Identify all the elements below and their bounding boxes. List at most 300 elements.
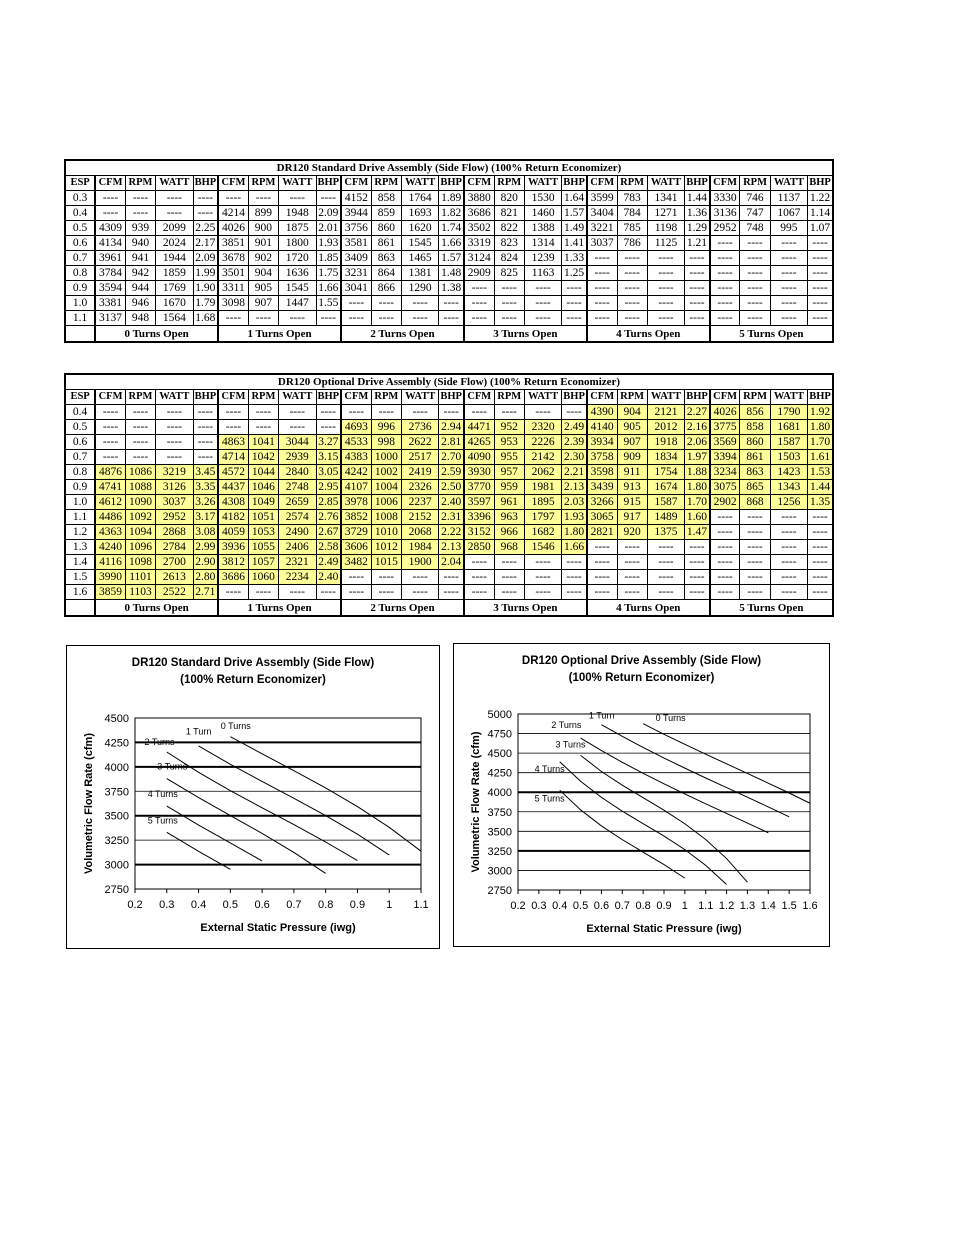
series-line [581,755,748,882]
value-cell: 1797 [524,510,562,525]
column-header-bhp: BHP [685,176,710,191]
value-cell: 1006 [371,495,401,510]
column-header-cfm: CFM [95,390,125,405]
value-cell: 868 [740,495,770,510]
value-cell: ---- [770,525,808,540]
y-tick-label: 4000 [104,761,129,774]
value-cell: 1103 [125,585,155,600]
value-cell: 1137 [770,191,808,206]
value-cell: ---- [341,296,371,311]
value-cell: 1.93 [562,510,587,525]
value-cell: ---- [647,251,685,266]
value-cell: 1098 [125,555,155,570]
value-cell: ---- [740,236,770,251]
value-cell: 3439 [587,480,617,495]
value-cell: ---- [617,311,647,326]
value-cell: ---- [524,405,562,420]
table-row [65,555,833,570]
value-cell: 2736 [401,420,439,435]
value-cell: 2321 [279,555,317,570]
value-cell: 4486 [95,510,125,525]
value-cell: 968 [494,540,524,555]
table-row [65,191,833,206]
value-cell: 1.70 [808,435,833,450]
value-cell: ---- [710,281,740,296]
value-cell: 1.57 [439,251,464,266]
value-cell: 3812 [218,555,248,570]
column-header-bhp: BHP [439,390,464,405]
column-header-bhp: BHP [808,176,833,191]
value-cell: 917 [617,510,647,525]
value-cell: ---- [617,540,647,555]
value-cell: 4471 [464,420,494,435]
value-cell: ---- [193,206,218,221]
value-cell: ---- [562,570,587,585]
value-cell: 4116 [95,555,125,570]
esp-cell: 0.5 [65,221,95,236]
value-cell: 3930 [464,465,494,480]
value-cell: ---- [617,570,647,585]
value-cell: 860 [371,221,401,236]
series-label: 5 Turns [534,793,565,804]
value-cell: 907 [617,435,647,450]
x-tick-label: 1.2 [718,900,735,912]
value-cell: ---- [770,311,808,326]
value-cell: 1067 [770,206,808,221]
value-cell: ---- [562,585,587,600]
value-cell: 747 [740,206,770,221]
esp-cell: 0.6 [65,236,95,251]
value-cell: ---- [710,525,740,540]
value-cell: 2.50 [439,480,464,495]
value-cell: 3961 [95,251,125,266]
value-cell: 1769 [156,281,194,296]
column-header-rpm: RPM [125,390,155,405]
value-cell: 1800 [279,236,317,251]
value-cell: 955 [494,450,524,465]
value-cell: 1044 [248,465,278,480]
value-cell: ---- [279,191,317,206]
value-cell: 2.81 [439,435,464,450]
value-cell: ---- [218,585,248,600]
value-cell: 2142 [524,450,562,465]
value-cell: 1.89 [439,191,464,206]
value-cell: 2952 [710,221,740,236]
value-cell: ---- [371,405,401,420]
column-header-cfm: CFM [464,176,494,191]
value-cell: 3775 [710,420,740,435]
value-cell: 2.30 [562,450,587,465]
value-cell: 959 [494,480,524,495]
table-row [65,570,833,585]
value-cell: 4140 [587,420,617,435]
y-tick-label: 4500 [487,748,512,761]
value-cell: ---- [808,281,833,296]
value-cell: 2939 [279,450,317,465]
esp-cell: 1.1 [65,311,95,326]
series-line [167,752,358,861]
x-tick-label: 1.4 [760,900,776,912]
value-cell: ---- [685,311,710,326]
value-cell: 2.01 [316,221,341,236]
value-cell: ---- [587,281,617,296]
value-cell: 856 [740,405,770,420]
value-cell: 2320 [524,420,562,435]
value-cell: 1.21 [685,236,710,251]
value-cell: 1008 [371,510,401,525]
value-cell: 995 [770,221,808,236]
table-row [65,281,833,296]
value-cell: 786 [617,236,647,251]
value-cell: ---- [770,266,808,281]
table-row [65,251,833,266]
chart-subtitle: (100% Return Economizer) [180,674,326,686]
turns-open-label: 3 Turns Open [464,326,587,343]
value-cell: ---- [587,266,617,281]
value-cell: 2062 [524,465,562,480]
value-cell: ---- [587,311,617,326]
value-cell: ---- [193,405,218,420]
column-header-watt: WATT [156,390,194,405]
value-cell: 907 [248,296,278,311]
x-tick-label: 0.7 [614,900,630,912]
value-cell: 1.53 [808,465,833,480]
x-tick-label: 0.3 [159,899,175,911]
value-cell: 3599 [587,191,617,206]
y-tick-label: 4000 [487,787,512,800]
value-cell: ---- [685,266,710,281]
value-cell: 900 [248,221,278,236]
value-cell: 2490 [279,525,317,540]
value-cell: 3581 [341,236,371,251]
column-header-row [65,176,833,191]
value-cell: 3231 [341,266,371,281]
value-cell: ---- [279,585,317,600]
value-cell: ---- [770,281,808,296]
value-cell: 1.22 [808,191,833,206]
value-cell: 4107 [341,480,371,495]
value-cell: 4876 [95,465,125,480]
value-cell: 3598 [587,465,617,480]
value-cell: 2821 [587,525,617,540]
table-row [65,236,833,251]
value-cell: 1.97 [685,450,710,465]
value-cell: 1.90 [193,281,218,296]
series-line [581,738,769,833]
value-cell: ---- [464,555,494,570]
value-cell: 3594 [95,281,125,296]
value-cell: 2.67 [316,525,341,540]
value-cell: ---- [371,296,401,311]
plot-area [135,718,421,889]
value-cell: ---- [371,311,401,326]
value-cell: 1057 [248,555,278,570]
value-cell: 2748 [279,480,317,495]
value-cell: ---- [218,420,248,435]
x-tick-label: 0.2 [127,899,143,911]
value-cell: 3482 [341,555,371,570]
value-cell: ---- [562,281,587,296]
value-cell: 3606 [341,540,371,555]
value-cell: 1.49 [562,221,587,236]
series-line [199,746,390,855]
y-tick-label: 3250 [487,845,512,858]
value-cell: ---- [494,311,524,326]
value-cell: 3936 [218,540,248,555]
value-cell: 1088 [125,480,155,495]
value-cell: ---- [562,555,587,570]
value-cell: ---- [710,236,740,251]
value-cell: 1.33 [562,251,587,266]
value-cell: 784 [617,206,647,221]
column-header-bhp: BHP [685,390,710,405]
value-cell: ---- [193,435,218,450]
value-cell: ---- [740,570,770,585]
value-cell: ---- [193,450,218,465]
x-tick-label: 1 [386,899,393,911]
value-cell: ---- [617,266,647,281]
value-cell: 2.94 [439,420,464,435]
series-label: 3 Turns [157,761,188,772]
value-cell: 3404 [587,206,617,221]
value-cell: 3.45 [193,465,218,480]
value-cell: ---- [248,405,278,420]
value-cell: 2.58 [316,540,341,555]
value-cell: ---- [808,555,833,570]
value-cell: 2.49 [316,555,341,570]
x-axis-label: External Static Pressure (iwg) [586,923,742,935]
x-tick-label: 1.3 [739,900,756,912]
series-label: 4 Turns [534,763,565,774]
value-cell: ---- [341,585,371,600]
column-header-rpm: RPM [740,390,770,405]
value-cell: 860 [740,435,770,450]
value-cell: ---- [587,540,617,555]
value-cell: ---- [587,585,617,600]
value-cell: 1163 [524,266,562,281]
value-cell: 1375 [647,525,685,540]
series-line [230,737,421,852]
value-cell: ---- [617,555,647,570]
value-cell: 1049 [248,495,278,510]
value-cell: 1010 [371,525,401,540]
value-cell: 2.95 [316,480,341,495]
value-cell: 1.38 [439,281,464,296]
value-cell: ---- [95,435,125,450]
esp-cell: 0.6 [65,435,95,450]
column-header-cfm: CFM [587,390,617,405]
value-cell: 2.76 [316,510,341,525]
value-cell: 1.14 [808,206,833,221]
value-cell: 2.09 [193,251,218,266]
x-tick-label: 0.7 [286,899,302,911]
value-cell: ---- [710,266,740,281]
esp-cell: 1.6 [65,585,95,600]
value-cell: 1674 [647,480,685,495]
value-cell: 864 [371,266,401,281]
value-cell: ---- [647,555,685,570]
value-cell: 783 [617,191,647,206]
column-header-cfm: CFM [218,176,248,191]
value-cell: 1055 [248,540,278,555]
value-cell: ---- [562,405,587,420]
chart-title: DR120 Optional Drive Assembly (Side Flow) [521,655,762,667]
value-cell: 1460 [524,206,562,221]
x-tick-label: 0.4 [552,900,568,912]
series-line [601,725,789,817]
value-cell: 1948 [279,206,317,221]
value-cell: 1900 [401,555,439,570]
value-cell: ---- [401,405,439,420]
column-header-cfm: CFM [710,176,740,191]
value-cell: 1944 [156,251,194,266]
column-header-watt: WATT [770,390,808,405]
value-cell: ---- [647,266,685,281]
value-cell: ---- [740,251,770,266]
value-cell: ---- [193,191,218,206]
column-header-cfm: CFM [464,390,494,405]
value-cell: 2902 [710,495,740,510]
value-cell: ---- [770,585,808,600]
value-cell: 1503 [770,450,808,465]
series-label: 0 Turns [220,721,251,732]
value-cell: ---- [341,311,371,326]
value-cell: 998 [371,435,401,450]
y-tick-label: 3500 [487,826,512,839]
value-cell: ---- [740,296,770,311]
value-cell: 1720 [279,251,317,266]
value-cell: 2.22 [439,525,464,540]
column-header-rpm: RPM [494,390,524,405]
value-cell: ---- [464,311,494,326]
value-cell: ---- [685,296,710,311]
table-title: DR120 Optional Drive Assembly (Side Flow) (100% Return Economizer) [65,374,833,390]
column-header-watt: WATT [156,176,194,191]
value-cell: 953 [494,435,524,450]
value-cell: ---- [562,311,587,326]
value-cell: 1000 [371,450,401,465]
table-row [65,585,833,600]
column-header-bhp: BHP [316,390,341,405]
value-cell: 4572 [218,465,248,480]
turns-open-label: 3 Turns Open [464,600,587,617]
value-cell: 2840 [279,465,317,480]
value-cell: 4741 [95,480,125,495]
value-cell: 4090 [464,450,494,465]
value-cell: 2099 [156,221,194,236]
value-cell: 1290 [401,281,439,296]
value-cell: 3569 [710,435,740,450]
value-cell: 1636 [279,266,317,281]
value-cell: 1790 [770,405,808,420]
value-cell: 1090 [125,495,155,510]
x-tick-label: 0.2 [510,900,526,912]
standard-drive-chart [66,645,440,949]
x-tick-label: 0.5 [222,899,238,911]
value-cell: 1587 [647,495,685,510]
value-cell: ---- [401,311,439,326]
value-cell: 858 [371,191,401,206]
value-cell: ---- [685,540,710,555]
table-row [65,465,833,480]
esp-cell: 1.4 [65,555,95,570]
value-cell: 1.68 [193,311,218,326]
esp-cell: 0.5 [65,420,95,435]
value-cell: 957 [494,465,524,480]
value-cell: 2909 [464,266,494,281]
value-cell: 1060 [248,570,278,585]
value-cell: 3409 [341,251,371,266]
value-cell: ---- [494,585,524,600]
column-header-bhp: BHP [316,176,341,191]
value-cell: 3037 [587,236,617,251]
value-cell: ---- [156,435,194,450]
value-cell: ---- [685,555,710,570]
value-cell: 1587 [770,435,808,450]
value-cell: 1.99 [193,266,218,281]
value-cell: 1489 [647,510,685,525]
value-cell: 1.66 [316,281,341,296]
value-cell: 966 [494,525,524,540]
value-cell: 909 [617,450,647,465]
value-cell: ---- [316,311,341,326]
value-cell: ---- [587,296,617,311]
value-cell: 3311 [218,281,248,296]
value-cell: 3686 [464,206,494,221]
value-cell: 4308 [218,495,248,510]
table-title: DR120 Standard Drive Assembly (Side Flow) (100% Return Economizer) [65,160,833,176]
value-cell: ---- [647,311,685,326]
value-cell: ---- [401,570,439,585]
value-cell: 1.66 [562,540,587,555]
series-label: 1 Turn [588,710,615,721]
value-cell: ---- [808,570,833,585]
value-cell: 861 [740,450,770,465]
value-cell: 1.93 [316,236,341,251]
value-cell: ---- [740,525,770,540]
value-cell: 1834 [647,450,685,465]
x-tick-label: 0.8 [635,900,651,912]
value-cell: 3319 [464,236,494,251]
value-cell: 1004 [371,480,401,495]
table-row [65,266,833,281]
column-header-rpm: RPM [125,176,155,191]
value-cell: 2.71 [193,585,218,600]
value-cell: 1042 [248,450,278,465]
value-cell: 2.04 [439,555,464,570]
value-cell: 1764 [401,191,439,206]
y-tick-label: 3000 [104,859,129,872]
value-cell: 2024 [156,236,194,251]
value-cell: 2226 [524,435,562,450]
value-cell: 1.07 [808,221,833,236]
value-cell: 4265 [464,435,494,450]
value-cell: ---- [279,420,317,435]
turns-open-label: 0 Turns Open [95,326,218,343]
turns-open-label: 2 Turns Open [341,600,464,617]
value-cell: ---- [710,251,740,266]
value-cell: 2.16 [685,420,710,435]
value-cell: ---- [156,206,194,221]
value-cell: 1.29 [685,221,710,236]
value-cell: 3394 [710,450,740,465]
value-cell: 3934 [587,435,617,450]
value-cell: 1.92 [808,405,833,420]
value-cell: 939 [125,221,155,236]
column-header-cfm: CFM [341,176,371,191]
value-cell: 3381 [95,296,125,311]
table-title-row [65,160,833,176]
